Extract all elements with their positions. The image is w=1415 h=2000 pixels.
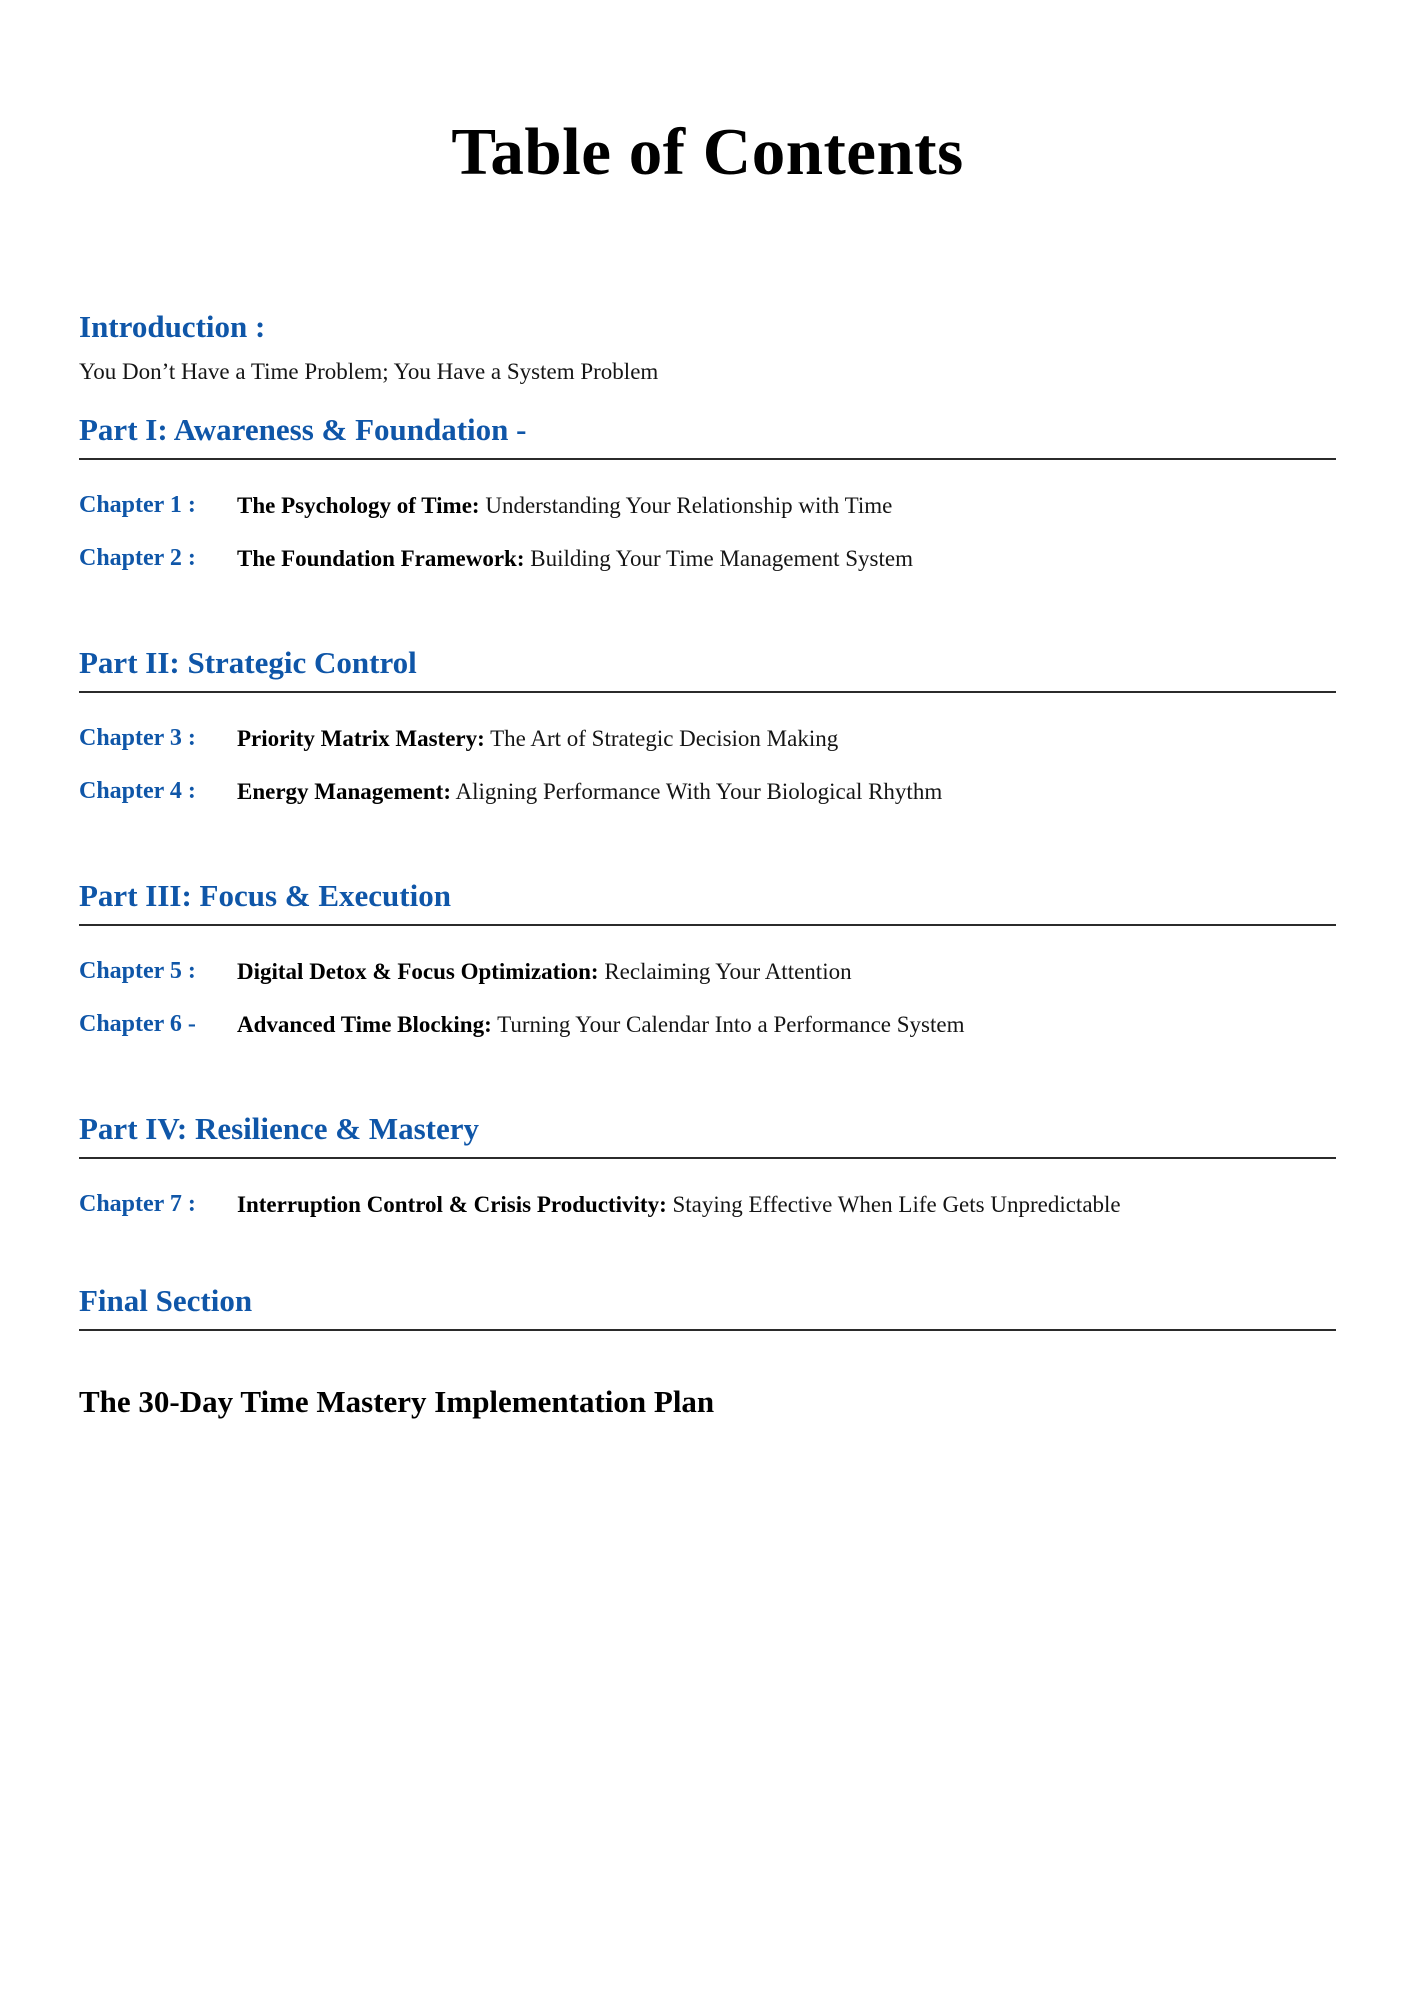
final-plan-title: The 30-Day Time Mastery Implementation Plan: [79, 1384, 715, 1420]
chapter-label: Chapter 4 :: [79, 778, 196, 805]
chapter-title: The Foundation Framework:: [237, 546, 525, 572]
part-divider-2: [79, 691, 1336, 693]
chapter-label: Chapter 6 -: [79, 1011, 196, 1038]
chapter-subtitle: Staying Effective When Life Gets Unpredictable: [666, 1192, 1121, 1218]
chapter-subtitle: The Art of Strategic Decision Making: [484, 726, 839, 752]
chapter-subtitle: Aligning Performance With Your Biological Rhythm: [451, 779, 943, 805]
part-divider-3: [79, 924, 1336, 926]
chapter-row[interactable]: [79, 776, 1336, 807]
introduction-section: [79, 310, 1336, 387]
chapter-subtitle: Turning Your Calendar Into a Performance System: [491, 1012, 965, 1038]
part-section-2: [79, 646, 1336, 807]
introduction-subtitle: You Don’t Have a Time Problem; You Have a System Problem: [79, 359, 659, 385]
part-section-1: [79, 413, 1336, 574]
chapter-title: Energy Management:: [237, 779, 451, 805]
part-heading-4: Part IV: Resilience & Mastery: [79, 1111, 480, 1147]
chapter-text: [237, 1189, 1336, 1220]
chapter-title: Digital Detox & Focus Optimization:: [237, 959, 599, 985]
chapter-subtitle: Reclaiming Your Attention: [598, 959, 852, 985]
chapter-list-4: [79, 1189, 1336, 1220]
chapter-label: Chapter 1 :: [79, 491, 196, 518]
part-heading-1: Part I: Awareness & Foundation -: [79, 412, 527, 448]
chapter-title: Priority Matrix Mastery:: [237, 726, 485, 752]
chapter-row[interactable]: [79, 543, 1336, 574]
chapter-label: Chapter 5 :: [79, 958, 196, 985]
chapter-row[interactable]: [79, 490, 1336, 521]
final-section: [79, 1284, 1336, 1420]
chapter-label: Chapter 3 :: [79, 725, 196, 752]
part-section-3: [79, 879, 1336, 1040]
chapter-list-2: [79, 723, 1336, 807]
chapter-list-1: [79, 490, 1336, 574]
chapter-subtitle: Building Your Time Management System: [524, 546, 913, 572]
chapter-row[interactable]: [79, 956, 1336, 987]
chapter-text: [237, 543, 1336, 574]
part-section-4: [79, 1112, 1336, 1220]
chapter-label: Chapter 7 :: [79, 1191, 196, 1218]
chapter-title: The Psychology of Time:: [237, 492, 480, 518]
chapter-row[interactable]: [79, 1009, 1336, 1040]
chapter-label: Chapter 2 :: [79, 545, 196, 572]
chapter-text: [237, 490, 1336, 521]
chapter-title: Interruption Control & Crisis Productivity:: [237, 1192, 667, 1218]
chapter-row[interactable]: [79, 1189, 1336, 1220]
chapter-text: [237, 723, 1336, 754]
introduction-heading: Introduction :: [79, 309, 266, 345]
part-heading-2: Part II: Strategic Control: [79, 645, 417, 681]
chapter-list-3: [79, 956, 1336, 1040]
part-divider-4: [79, 1157, 1336, 1159]
final-section-divider: [79, 1329, 1336, 1331]
part-heading-3: Part III: Focus & Execution: [79, 878, 451, 914]
chapter-title: Advanced Time Blocking:: [237, 1012, 492, 1038]
part-divider-1: [79, 458, 1336, 460]
chapter-text: [237, 1009, 1336, 1040]
chapter-text: [237, 776, 1336, 807]
page-title: Table of Contents: [451, 115, 964, 189]
final-section-heading: Final Section: [79, 1283, 253, 1319]
chapter-text: [237, 956, 1336, 987]
chapter-row[interactable]: [79, 723, 1336, 754]
chapter-subtitle: Understanding Your Relationship with Time: [479, 492, 893, 518]
